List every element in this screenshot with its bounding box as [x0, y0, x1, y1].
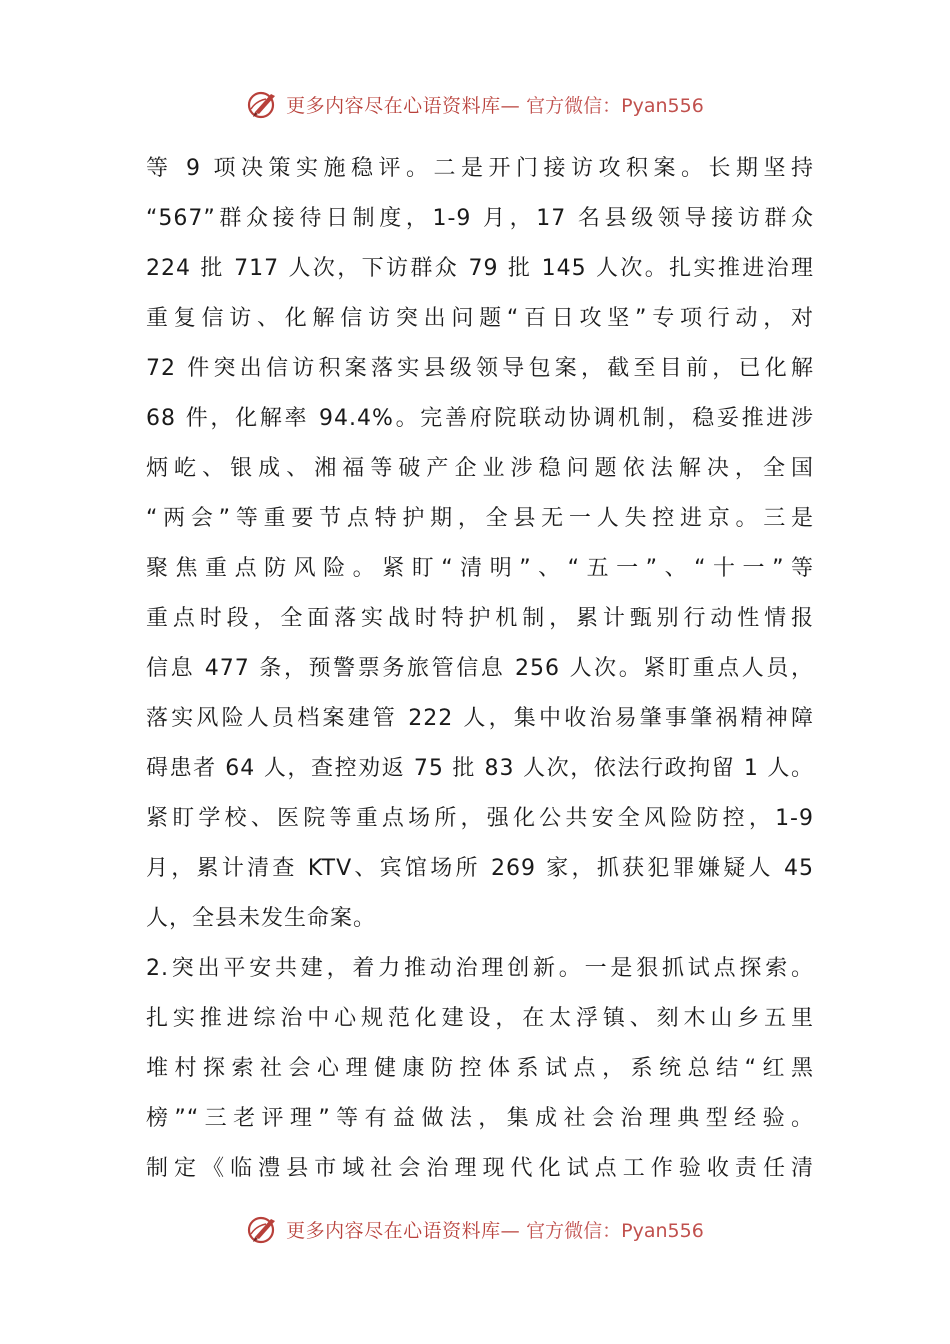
text-line: 堆村探索社会心理健康防控体系试点，系统总结“红黑: [146, 1056, 814, 1081]
text-line: 炳屹、银成、湘福等破产企业涉稳问题依法解决，全国: [146, 456, 814, 481]
text-line: 重复信访、化解信访突出问题“百日攻坚”专项行动，对: [146, 306, 814, 331]
text-line: “两会”等重要节点特护期，全县无一人失控进京。三是: [146, 506, 814, 531]
text-line: 224 批 717 人次，下访群众 79 批 145 人次。扎实推进治理: [146, 256, 814, 281]
text-line: 落实风险人员档案建管 222 人，集中收治易肇事肇祸精神障: [146, 706, 814, 731]
text-line: 信息 477 条，预警票务旅管信息 256 人次。紧盯重点人员，: [146, 656, 814, 681]
text-line: 68 件，化解率 94.4%。完善府院联动协调机制，稳妥推进涉: [146, 406, 814, 431]
text-line: 重点时段，全面落实战时特护机制，累计甄别行动性情报: [146, 606, 814, 631]
header-banner: [0, 84, 950, 124]
pen-logo-icon: [246, 1212, 280, 1246]
text-line: 扎实推进综治中心规范化建设，在太浮镇、刻木山乡五里: [146, 1006, 814, 1031]
banner-wechat-text: 官方微信：Pyan556: [526, 94, 704, 117]
text-line: 月，累计清查 KTV、宾馆场所 269 家，抓获犯罪嫌疑人 45: [146, 856, 814, 881]
text-line: 等 9 项决策实施稳评。二是开门接访攻积案。长期坚持: [146, 156, 814, 181]
banner-brand-text: 更多内容尽在心语资料库—: [286, 1219, 521, 1242]
text-line: 人，全县未发生命案。: [146, 906, 377, 931]
banner-wechat-text: 官方微信：Pyan556: [526, 1219, 704, 1242]
pen-logo-icon: [246, 87, 280, 121]
text-line: 制定《临澧县市域社会治理现代化试点工作验收责任清: [146, 1156, 814, 1181]
text-line: 紧盯学校、医院等重点场所，强化公共安全风险防控，1-9: [146, 806, 814, 831]
text-line: “567”群众接待日制度，1-9 月，17 名县级领导接访群众: [146, 206, 814, 231]
footer-banner: [0, 1209, 950, 1249]
text-line: 72 件突出信访积案落实县级领导包案，截至目前，已化解: [146, 356, 814, 381]
text-line: 碍患者 64 人，查控劝返 75 批 83 人次，依法行政拘留 1 人。: [146, 756, 814, 781]
document-body: [146, 144, 814, 1194]
text-line: 聚焦重点防风险。紧盯“清明”、“五一”、“十一”等: [146, 556, 814, 581]
text-line: 榜”“三老评理”等有益做法，集成社会治理典型经验。: [146, 1106, 814, 1131]
section-heading-line: 2.突出平安共建，着力推动治理创新。一是狠抓试点探索。: [146, 956, 814, 981]
banner-brand-text: 更多内容尽在心语资料库—: [286, 94, 521, 117]
